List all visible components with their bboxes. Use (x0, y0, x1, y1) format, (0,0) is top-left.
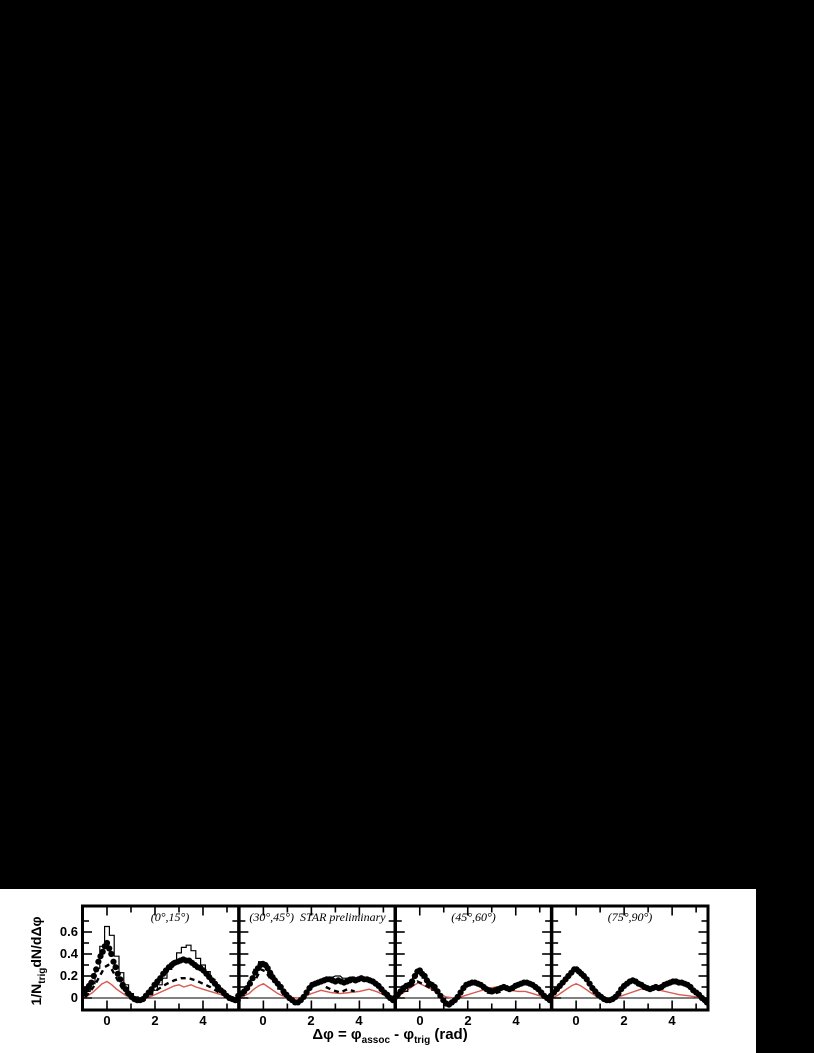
x-tick-p1-4: 4 (199, 1013, 207, 1028)
histogram-outline (81, 927, 235, 999)
x-tick-p4-4: 4 (668, 1013, 676, 1028)
panel-1-series (79, 927, 241, 1004)
x-tick-p3-2: 2 (464, 1013, 472, 1028)
y-tick-label-0_2: 0.2 (59, 968, 78, 983)
panel-1-label: (0°,15°) (150, 910, 190, 924)
x-tick-p2-4: 4 (355, 1013, 363, 1028)
y-tick-label-0_6: 0.6 (59, 924, 78, 939)
panel-4-label: (75°,90°) (607, 910, 653, 924)
y-axis-title: $1/N_{trig}dN$/dΔφ (28, 916, 48, 1006)
x-tick-p1-0: 0 (103, 1013, 111, 1028)
panel-3-label: (45°,60°) (451, 910, 496, 924)
x-axis-title: $\Delta\varphi = \varphi_{assoc} - \varphi_{trig}$ (rad) (312, 1026, 468, 1046)
panel-3-series (392, 967, 553, 1007)
x-tick-p2-0: 0 (259, 1013, 267, 1028)
x-tick-p2-2: 2 (307, 1013, 315, 1028)
x-tick-p3-4: 4 (512, 1013, 520, 1028)
y-tick-label-0: 0 (70, 990, 78, 1005)
x-tick-p4-2: 2 (620, 1013, 628, 1028)
x-tick-p3-0: 0 (416, 1013, 424, 1028)
panel-2-label: (30°,45°) (249, 910, 294, 924)
y-tick-label-0_4: 0.4 (59, 946, 78, 961)
x-tick-p4-0: 0 (572, 1013, 580, 1028)
panel-2-series (235, 961, 396, 1006)
x-tick-p1-2: 2 (151, 1013, 159, 1028)
star-preliminary-label: STAR preliminary (299, 910, 386, 924)
data-markers (235, 961, 396, 1006)
panel-4-series (548, 966, 710, 1005)
panel-2-label-group (239, 910, 396, 925)
data-markers (392, 967, 553, 1007)
